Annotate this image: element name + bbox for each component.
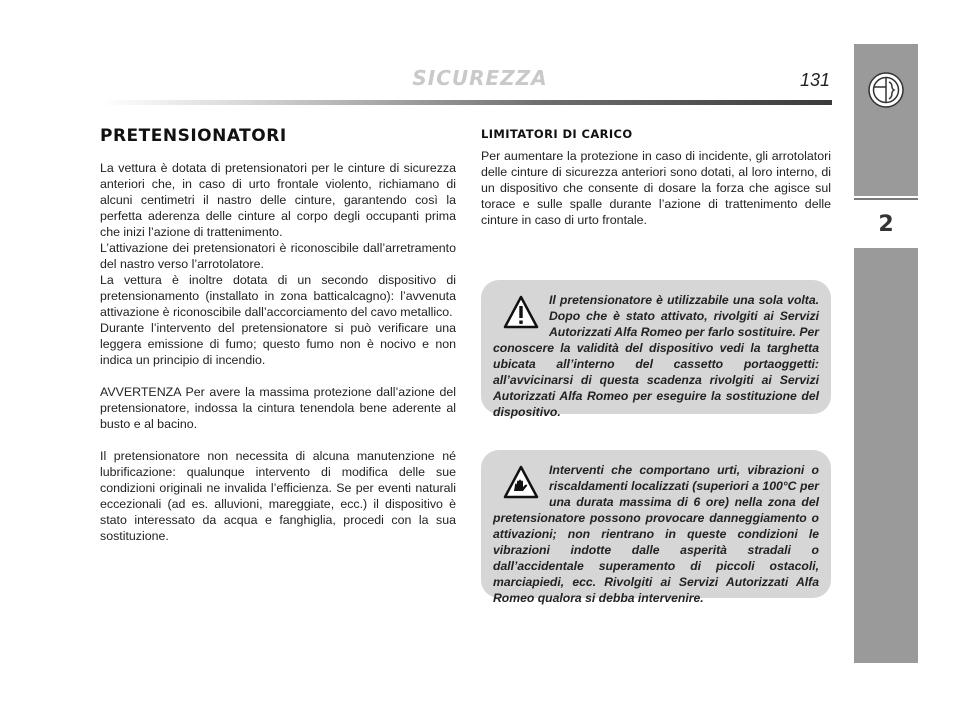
caution-text: Interventi che comportano urti, vibrazioni o riscaldamenti localizzati (superiori a 100°C per una durata massima di 6 ore) nella zona del pretensionatore possono provocare danneggiamento o attivazioni; non rientrano in queste condizioni le vibrazioni indotte dalle asperità stradali o dall’accidentale superamento di piccoli ostacoli, marciapiedi, ecc. Rivolgiti ai Servizi Autorizzati Alfa Romeo qualora si debba intervenire.	[493, 463, 819, 605]
paragraph: La vettura è inoltre dotata di un secondo dispositivo di pretensionamento (installato in zona batticalcagno): l’avvenuta attivazione è riconoscibile dall’accorciamento del cavo metallico.	[100, 273, 456, 319]
page-number: 131	[799, 70, 830, 90]
paragraph: Durante l’intervento del pretensionatore si può verificare una leggera emissione di fumo; questo fumo non è nocivo e non indica un principio di incendio.	[100, 321, 456, 367]
header-divider	[100, 100, 832, 105]
paragraph: Il pretensionatore non necessita di alcuna manutenzione né lubrificazione: qualunque intervento di modifica delle sue condizioni originali ne invalida l’efficienza. Se per eventi naturali eccezionali (ad es. alluvioni, mareggiate, ecc.) il dispositivo è stato interessato da acqua e fanghiglia, procedi con la sua sostituzione.	[100, 449, 456, 543]
side-tab-bottom	[854, 248, 918, 663]
warning-text: Il pretensionatore è utilizzabile una sola volta. Dopo che è stato attivato, rivolgiti ai Servizi Autorizzati Alfa Romeo per farlo sostituire. Per conoscere la validità del dispositivo vedi la targhetta ubicata all’interno del cassetto portaoggetti: all’avvicinarsi di questa scadenza rivolgiti ai Servizi Autorizzati Alfa Romeo per eseguire la sostituzione del dispositivo.	[493, 293, 819, 419]
side-tab-top	[854, 44, 918, 196]
paragraph: L’attivazione dei pretensionatori è riconoscibile dall’arretramento del nastro verso l’arrotolatore.	[100, 241, 456, 271]
chapter-number-tab: 2	[854, 198, 918, 250]
paragraph: Per aumentare la protezione in caso di incidente, gli arrotolatori delle cinture di sicurezza anteriori sono dotati, al loro interno, di un dispositivo che consente di dosare la forza che agisce sul torace e sulle spalle durante l’azione di trattenimento delle cinture in caso di urto frontale.	[481, 149, 831, 227]
page-header-title: SICUREZZA	[412, 66, 548, 90]
paragraph: La vettura è dotata di pretensionatori per le cinture di sicurezza anteriori che, in caso di urto frontale violento, richiamano di alcuni centimetri il nastro delle cinture, garantendo così la perfetta aderenza delle cinture al corpo degli occupanti prima che inizi l’azione di trattenimento.	[100, 161, 456, 239]
caution-hand-icon	[503, 464, 539, 500]
alfa-romeo-logo-icon	[868, 72, 904, 108]
subsection-heading: LIMITATORI DI CARICO	[481, 127, 633, 141]
left-column	[100, 124, 456, 544]
right-column	[481, 124, 831, 228]
warning-box	[481, 280, 831, 419]
caution-box	[481, 450, 831, 605]
warning-paragraph: AVVERTENZA Per avere la massima protezione dall’azione del pretensionatore, indossa la cintura tenendola bene aderente al busto e al bacino.	[100, 385, 456, 431]
section-heading: PRETENSIONATORI	[100, 126, 287, 146]
warning-triangle-icon	[503, 294, 539, 330]
